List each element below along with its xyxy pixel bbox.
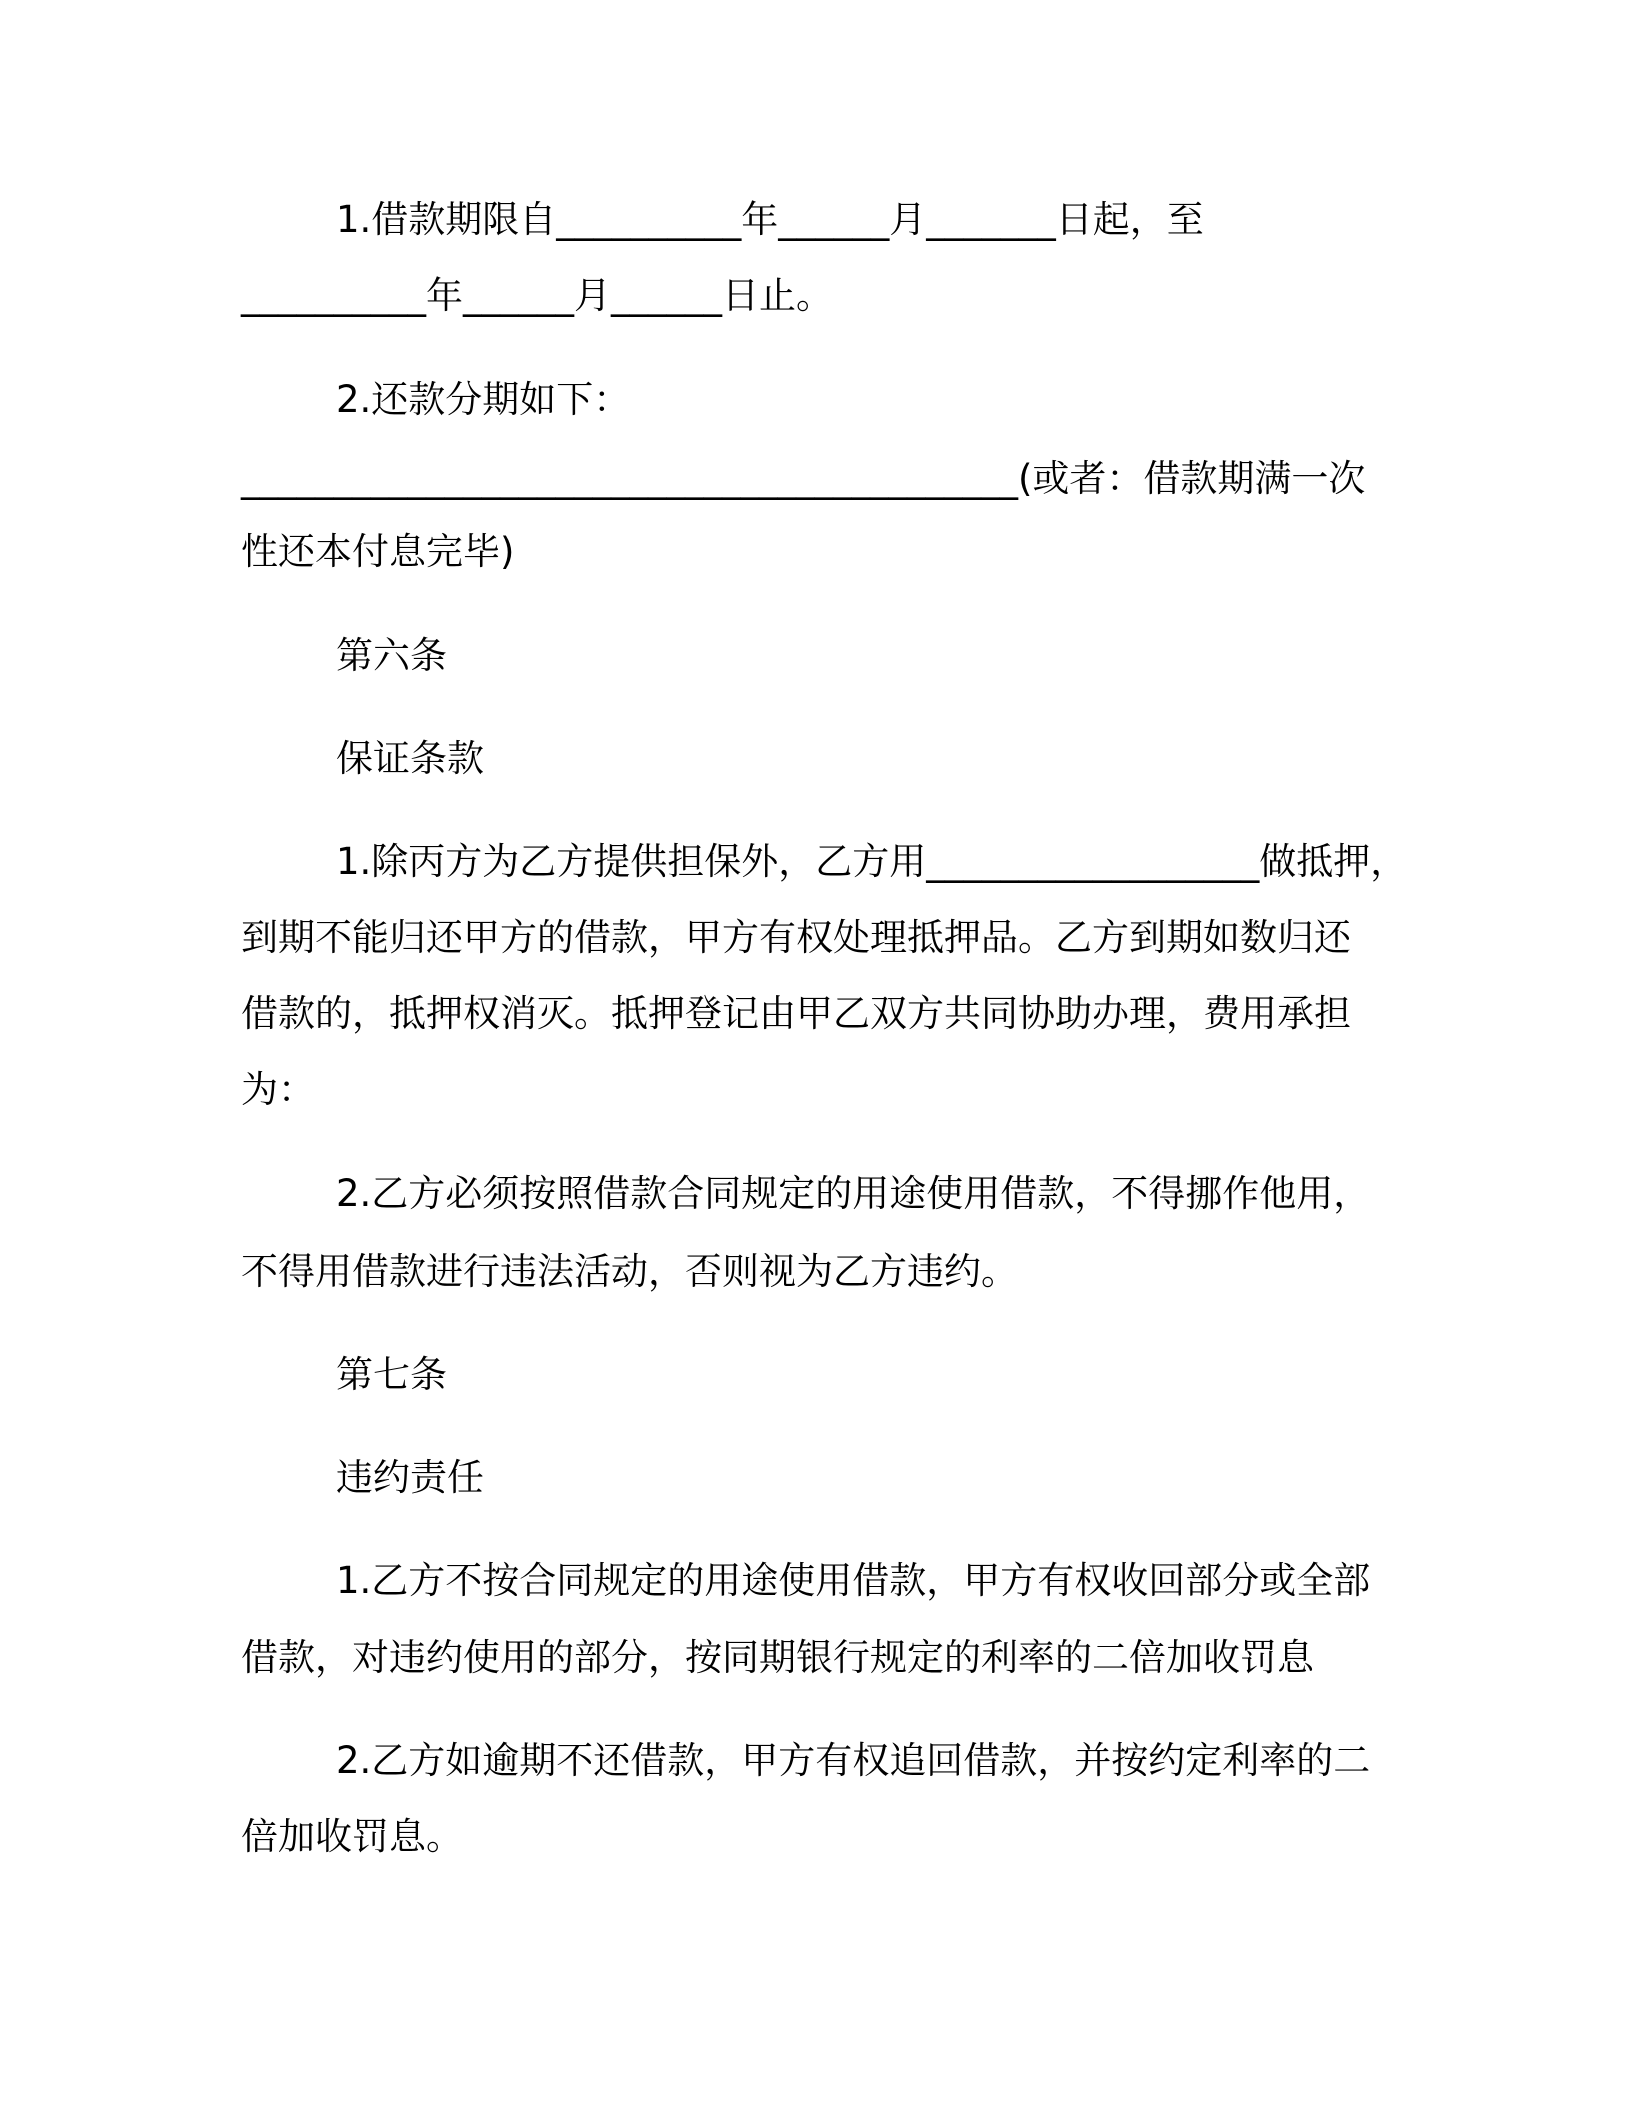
guarantee-item1-line-3: 借款的，抵押权消灭。抵押登记由甲乙双方共同协助办理，费用承担: [241, 992, 1351, 1035]
repayment-installments-line-3: 性还本付息完毕): [241, 530, 515, 573]
loan-term-line-1: 1.借款期限自__________年______月_______日起，至: [336, 198, 1204, 241]
guarantee-item2-line-1: 2.乙方必须按照借款合同规定的用途使用借款，不得挪作他用，: [336, 1172, 1371, 1215]
liability-item1-line-2: 借款，对违约使用的部分，按同期银行规定的利率的二倍加收罚息: [241, 1636, 1314, 1679]
liability-item1-line-1: 1.乙方不按合同规定的用途使用借款，甲方有权收回部分或全部: [336, 1559, 1371, 1602]
repayment-installments-line-1: 2.还款分期如下：: [336, 378, 631, 421]
breach-liability-title: 违约责任: [336, 1456, 484, 1499]
guarantee-item1-line-2: 到期不能归还甲方的借款，甲方有权处理抵押品。乙方到期如数归还: [241, 916, 1351, 959]
guarantee-clause-title: 保证条款: [336, 737, 484, 780]
repayment-installments-line-2: __________________________________________(或者：借款期满一次: [241, 457, 1366, 500]
article-six-heading: 第六条: [336, 634, 447, 677]
article-seven-heading: 第七条: [336, 1353, 447, 1396]
guarantee-item1-line-1: 1.除丙方为乙方提供担保外，乙方用__________________做抵押，: [336, 840, 1408, 883]
liability-item2-line-1: 2.乙方如逾期不还借款，甲方有权追回借款，并按约定利率的二: [336, 1739, 1371, 1782]
liability-item2-line-2: 倍加收罚息。: [241, 1815, 463, 1858]
guarantee-item1-line-4: 为：: [241, 1068, 315, 1111]
loan-term-line-2: __________年______月______日止。: [241, 274, 833, 317]
guarantee-item2-line-2: 不得用借款进行违法活动，否则视为乙方违约。: [241, 1250, 1018, 1293]
